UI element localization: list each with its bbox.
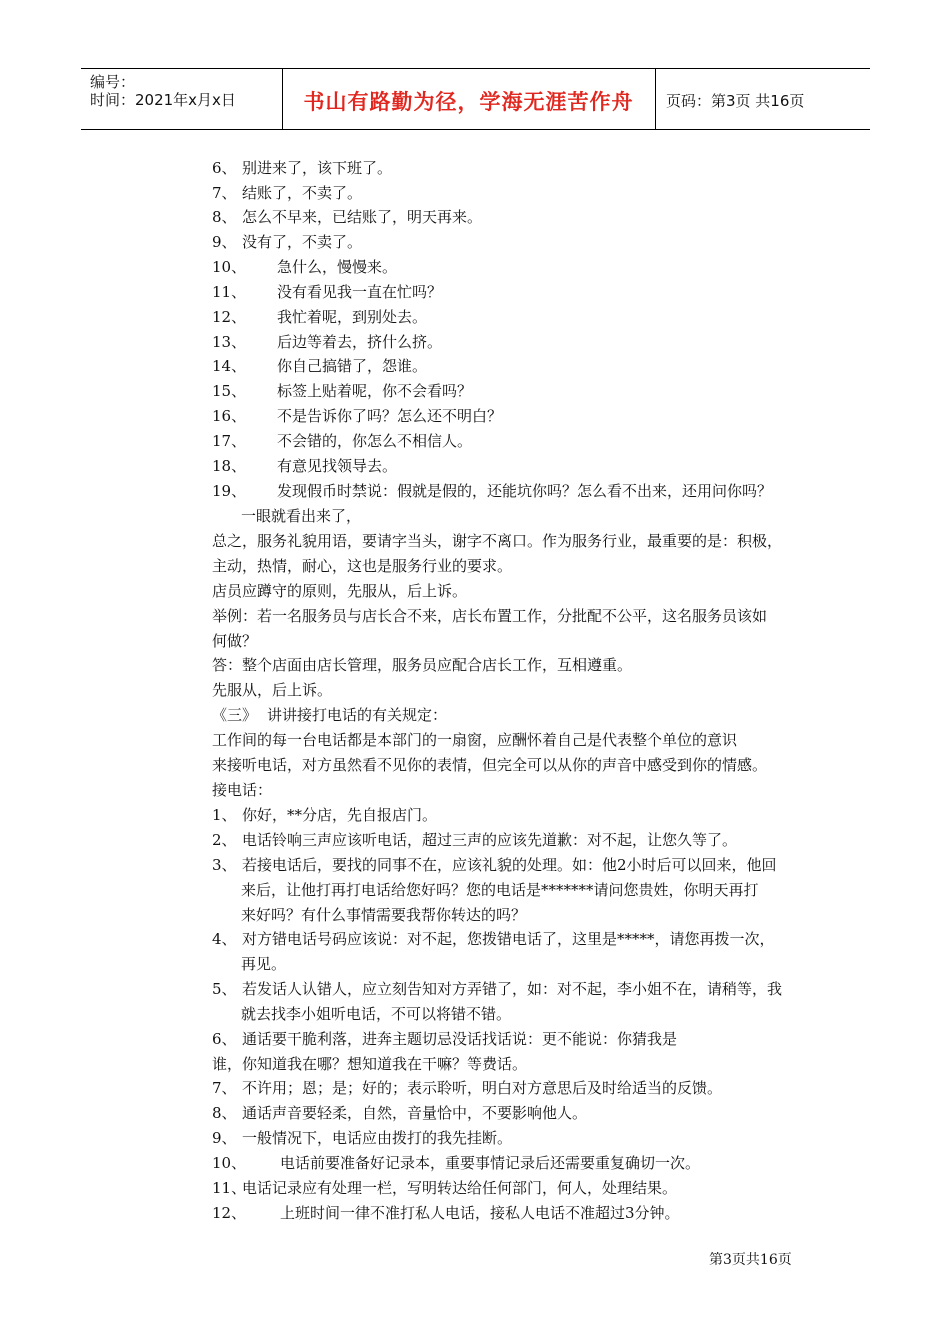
line-number: 8、 [212,1104,237,1122]
line-text: 发现假币时禁说：假就是假的，还能坑你吗？怎么看不出来，还用问你吗？ [277,482,773,500]
text-line [212,656,632,674]
line-text: 若接电话后，要找的同事不在，应该礼貌的处理。如：他2小时后可以回来，他回 [242,856,777,874]
line-number: 13、 [212,333,247,351]
text-line [212,308,427,326]
line-number: 19、 [212,482,247,500]
line-text: 后边等着去，挤什么挤。 [277,333,443,351]
text-line [212,208,482,226]
text-line [212,557,512,575]
line-text: 先服从，后上诉。 [212,681,333,699]
line-text: 何做？ [212,632,258,650]
line-text: 若发话人认错人，应立刻告知对方弄错了，如：对不起，李小姐不在，请稍等，我 [242,980,783,998]
line-text: 举例：若一名服务员与店长合不来，店长布置工作，分批配不公平，这名服务员该如 [212,607,768,625]
text-line [212,607,767,625]
line-text: 你好，**分店，先自报店门。 [242,806,438,824]
text-line [212,532,782,550]
line-text: 我忙着呢，到别处去。 [277,308,428,326]
text-line [212,1104,587,1122]
text-line [212,781,272,799]
line-number: 11、 [212,283,247,301]
text-line [212,482,772,500]
line-number: 11、 [212,1179,247,1197]
header-motto [282,69,656,129]
line-text: 接电话： [212,781,273,799]
line-text: 有意见找领导去。 [277,457,398,475]
line-text: 标签上贴着呢，你不会看吗？ [277,382,473,400]
line-number: 9、 [212,233,237,251]
line-text: 店员应蹲守的原则，先服从，后上诉。 [212,582,468,600]
text-line [212,1079,722,1097]
line-number: 6、 [212,159,237,177]
line-text: 结账了，不卖了。 [242,184,363,202]
line-text: 谁，你知道我在哪？想知道我在干嘛？等费话。 [212,1055,528,1073]
line-number: 10、 [212,258,247,276]
line-text: 没有了，不卖了。 [242,233,363,251]
text-line [241,1005,511,1023]
text-line [212,1204,680,1222]
line-number: 6、 [212,1030,237,1048]
line-number: 17、 [212,432,247,450]
line-text: 来好吗？有什么事情需要我帮你转达的吗？ [241,906,527,924]
line-text: 你自己搞错了，怨谁。 [277,357,428,375]
line-text: 电话铃响三声应该听电话，超过三声的应该先道歉：对不起，让您久等了。 [242,831,738,849]
line-number: 7、 [212,1079,237,1097]
text-line [212,1154,700,1172]
text-line [212,357,427,375]
number-label: 编号： [90,73,136,91]
line-number: 2、 [212,831,237,849]
line-text: 讲讲接打电话的有关规定： [267,706,448,724]
text-line [212,382,472,400]
line-text: 没有看见我一直在忙吗？ [277,283,443,301]
text-line [241,881,759,899]
text-line [212,731,737,749]
line-number: 18、 [212,457,247,475]
line-text: 不许用；恩；是；好的；表示聆听，明白对方意思后及时给适当的反馈。 [242,1079,723,1097]
line-text: 来后，让他打再打电话给您好吗？您的电话是*******请问您贵姓，你明天再打 [241,881,759,899]
page-info-text: 页码：第3页 共16页 [666,92,805,110]
page-header [81,68,870,130]
text-line [212,1030,677,1048]
text-line [212,930,775,948]
line-number: 12、 [212,308,247,326]
line-number: 14、 [212,357,247,375]
text-line [212,681,332,699]
line-number: 16、 [212,407,247,425]
line-text: 一眼就看出来了， [241,507,362,525]
line-text: 总之，服务礼貌用语，要请字当头，谢字不离口。作为服务行业，最重要的是：积极， [212,532,783,550]
line-number: 15、 [212,382,247,400]
motto-text: 书山有路勤为径，学海无涯苦作舟 [303,90,634,114]
text-line [212,632,257,650]
time-label: 时间：2021年x月x日 [90,91,236,109]
line-number: 8、 [212,208,237,226]
line-text: 工作间的每一台电话都是本部门的一扇窗，应酬怀着自己是代表整个单位的意识 [212,731,738,749]
line-text: 来接听电话，对方虽然看不见你的表情，但完全可以从你的声音中感受到你的情感。 [212,756,768,774]
line-text: 通话声音要轻柔，自然，音量恰中，不要影响他人。 [242,1104,588,1122]
text-line [212,756,767,774]
line-text: 再见。 [241,955,287,973]
text-line [212,1055,527,1073]
line-text: 不会错的，你怎么不相信人。 [277,432,473,450]
line-number: 3、 [212,856,237,874]
text-line [212,856,777,874]
line-text: 一般情况下，电话应由拨打的我先挂断。 [242,1129,513,1147]
line-text: 通话要干脆利落，进奔主题切忌没话找话说：更不能说：你猜我是 [242,1030,678,1048]
text-line [212,333,442,351]
text-line [212,706,447,724]
text-line [212,457,397,475]
line-text: 答：整个店面由店长管理，服务员应配合店长工作，互相遵重。 [212,656,633,674]
line-number: 5、 [212,980,237,998]
text-line [241,955,286,973]
line-number: 《三》 [212,706,258,724]
line-number: 10、 [212,1154,247,1172]
text-line [212,283,442,301]
text-line [212,184,362,202]
line-text: 别进来了，该下班了。 [242,159,393,177]
line-text: 主动，热情，耐心，这也是服务行业的要求。 [212,557,513,575]
line-text: 对方错电话号码应该说：对不起，您拨错电话了，这里是*****，请您再拨一次， [242,930,775,948]
header-meta [81,69,283,129]
text-line [212,831,737,849]
line-text: 电话前要准备好记录本，重要事情记录后还需要重复确切一次。 [280,1154,701,1172]
text-line [212,980,782,998]
header-page-info [656,69,870,129]
text-line [212,159,392,177]
line-number: 1、 [212,806,237,824]
text-line [212,806,437,824]
line-number: 9、 [212,1129,237,1147]
text-line [212,582,467,600]
line-text: 怎么不早来，已结账了，明天再来。 [242,208,483,226]
text-line [241,906,526,924]
footer-page-number: 第3页共16页 [709,1252,792,1268]
line-text: 电话记录应有处理一栏，写明转达给任何部门，何人，处理结果。 [242,1179,678,1197]
line-number: 12、 [212,1204,247,1222]
text-line [212,233,362,251]
line-number: 4、 [212,930,237,948]
text-line [212,258,397,276]
line-text: 不是告诉你了吗？怎么还不明白？ [277,407,503,425]
line-text: 上班时间一律不准打私人电话，接私人电话不准超过3分钟。 [280,1204,680,1222]
text-line [212,1179,677,1197]
text-line [212,432,472,450]
line-text: 急什么，慢慢来。 [277,258,398,276]
text-line [212,1129,512,1147]
text-line [212,407,502,425]
line-text: 就去找李小姐听电话，不可以将错不错。 [241,1005,512,1023]
text-line [241,507,361,525]
line-number: 7、 [212,184,237,202]
